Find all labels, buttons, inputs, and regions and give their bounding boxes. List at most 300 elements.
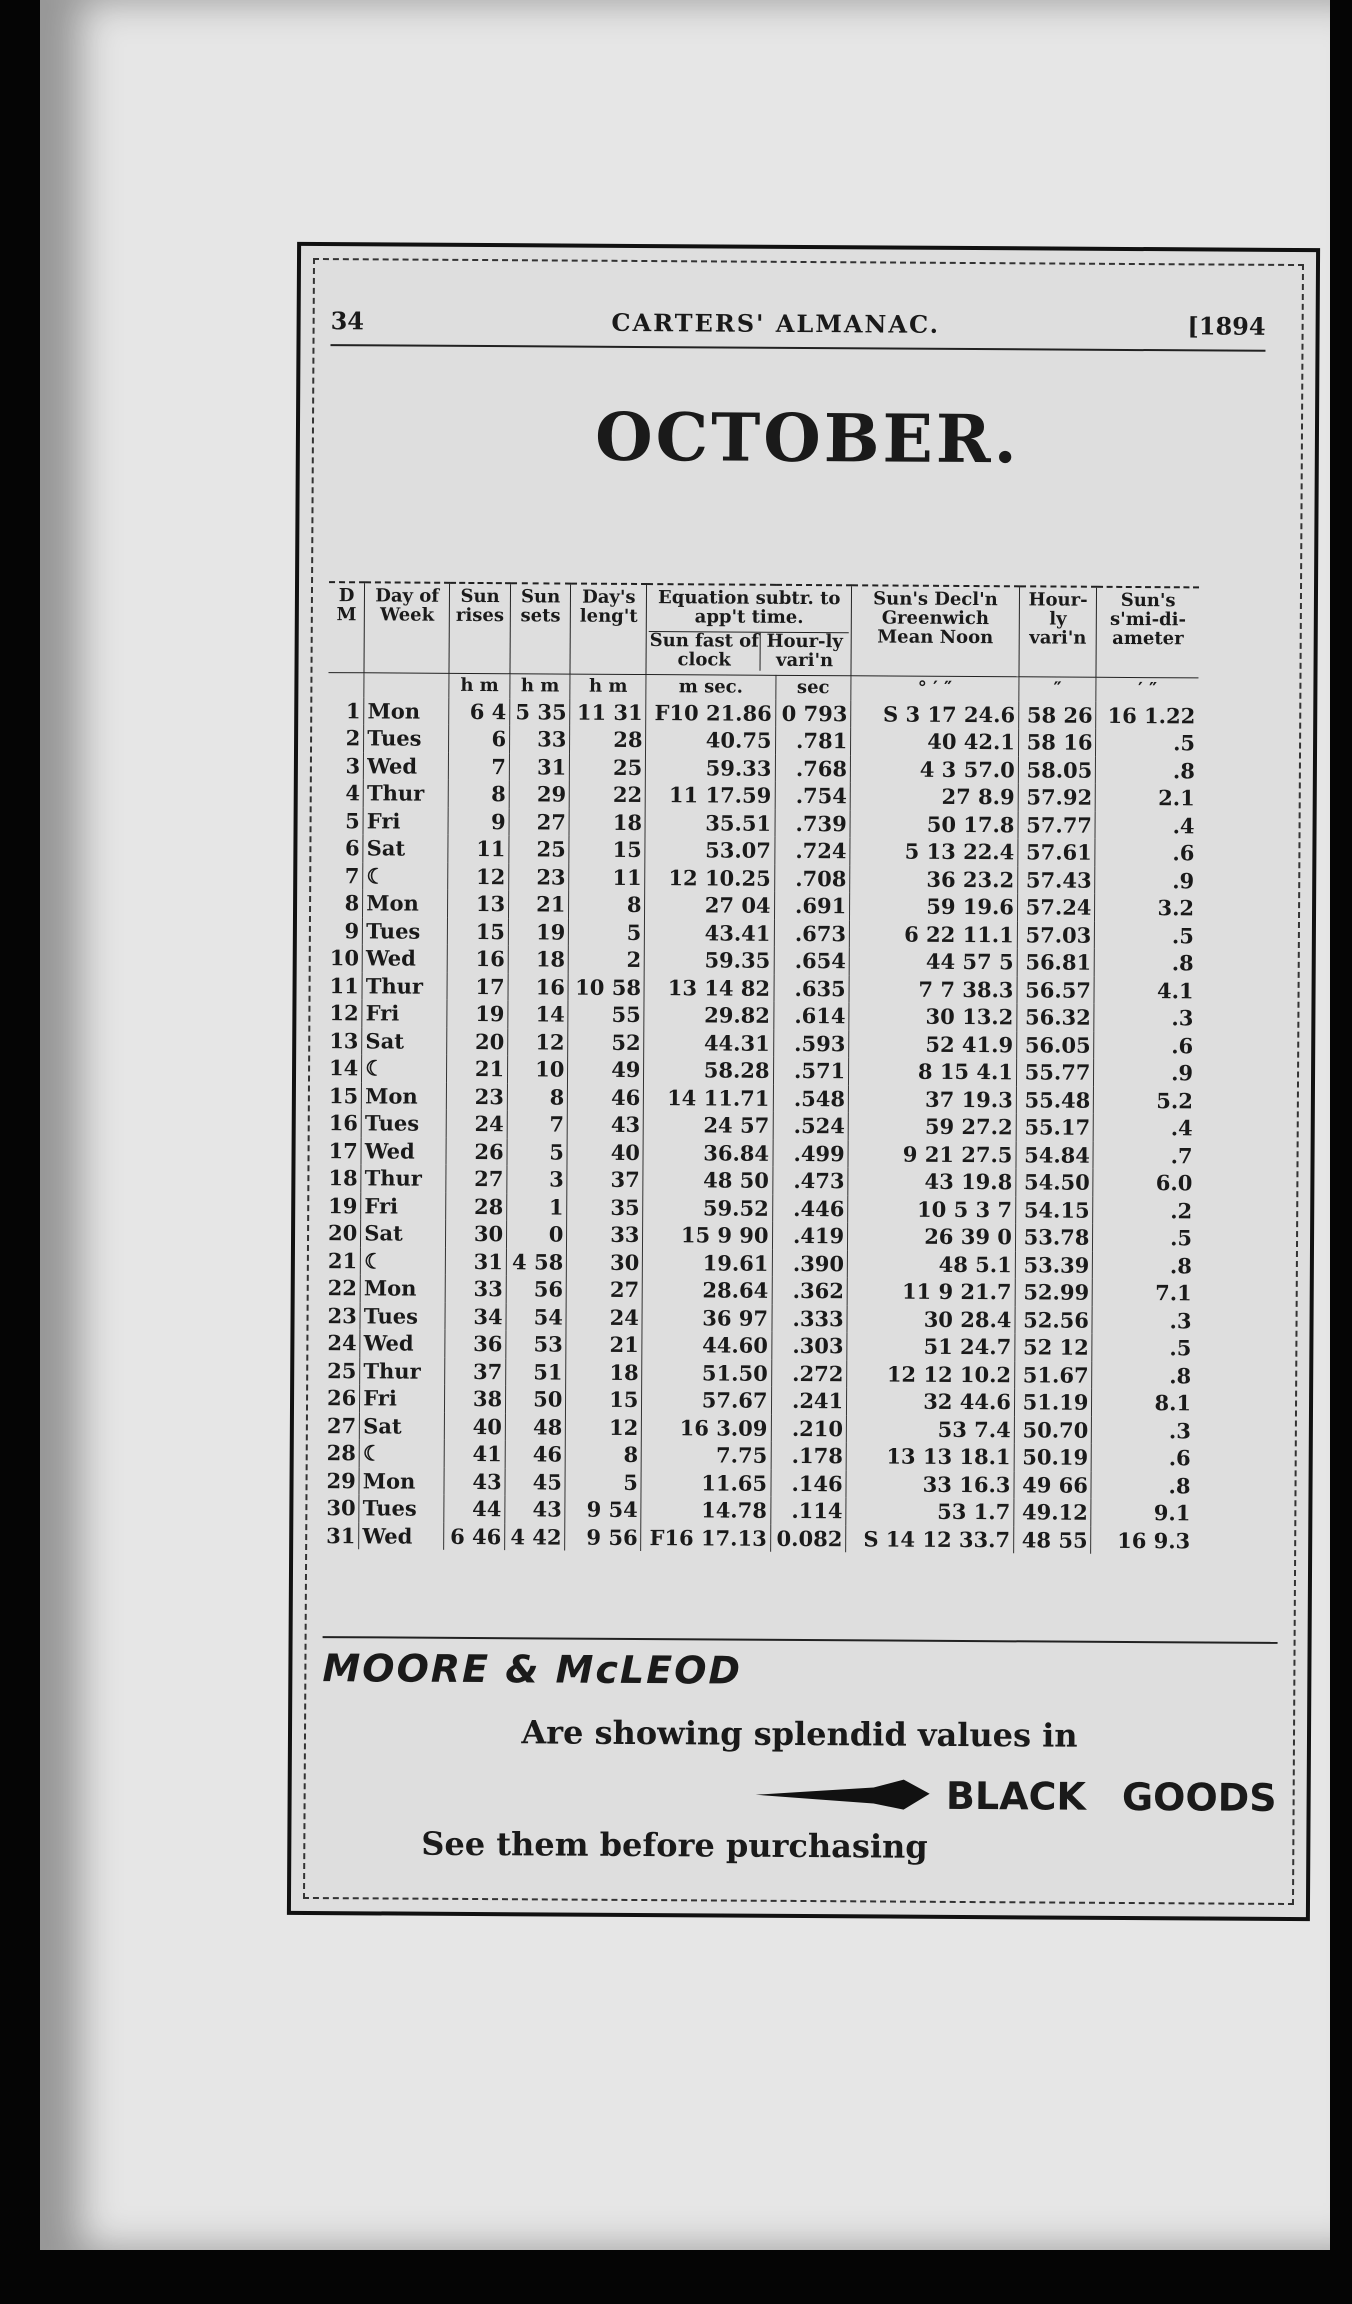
table-cell: .8: [1172, 758, 1195, 784]
table-cell: 30: [323, 1494, 359, 1522]
table-cell: 10 58: [568, 973, 644, 1001]
table-cell: 59 19.6: [850, 892, 1018, 921]
table-cell: 31: [446, 1247, 507, 1275]
table-cell: 48 50: [643, 1166, 772, 1194]
table-cell: .9: [1172, 868, 1195, 894]
table-cell: 6 22 11.1: [849, 920, 1017, 949]
table-cell: .8: [1171, 950, 1194, 976]
table-cell: .635: [774, 974, 850, 1002]
table-cell: 4 42: [505, 1523, 565, 1551]
table-cell: 6: [327, 834, 363, 862]
table-cell: 31: [323, 1522, 359, 1550]
table-cell: 55.77: [1016, 1058, 1094, 1086]
table-cell: 53 7.4: [846, 1415, 1014, 1444]
table-cell: 10: [508, 1055, 568, 1083]
table-cell: 26: [324, 1384, 360, 1412]
table-cell: Fri: [362, 999, 447, 1027]
table-cell: S 3 17 24.6: [851, 700, 1019, 729]
table-cell: 54.50: [1016, 1168, 1094, 1196]
table-cell: 11 9 21.7: [847, 1277, 1015, 1306]
table-cell: .114: [770, 1497, 846, 1525]
table-cell: 58 26: [1019, 701, 1097, 729]
table-cell: Sat: [362, 1027, 447, 1055]
table-cell: 5 13 22.4: [850, 837, 1018, 866]
table-cell: 2.1: [1158, 785, 1195, 811]
table-cell: .8: [1169, 1363, 1192, 1389]
table-cell: .2: [1170, 1198, 1193, 1224]
table-cell: ☾: [363, 862, 448, 890]
table-cell: Tues: [359, 1494, 444, 1522]
table-cell: 5: [328, 807, 364, 835]
table-cell: 15: [569, 836, 645, 864]
table-cell: .708: [774, 864, 850, 892]
table-cell: 18: [569, 808, 645, 836]
table-cell: 8: [507, 1083, 567, 1111]
table-cell: .3: [1169, 1308, 1192, 1334]
table-cell: 40.75: [646, 726, 775, 754]
table-cell: Thur: [362, 972, 447, 1000]
table-cell: 13 14 82: [644, 974, 773, 1002]
table-cell: 2: [569, 946, 645, 974]
ad-line-1: Are showing splendid values in: [521, 1713, 1078, 1755]
table-cell: 14: [508, 1000, 568, 1028]
table-cell: 58 16: [1018, 728, 1096, 756]
almanac-title: CARTERS' ALMANAC.: [611, 307, 941, 339]
table-cell: 56.05: [1017, 1031, 1095, 1059]
unit-cell: [364, 672, 449, 697]
table-cell: .571: [773, 1057, 849, 1085]
table-cell: .272: [771, 1359, 847, 1387]
table-cell: 35: [567, 1193, 643, 1221]
table-cell: 46: [505, 1440, 565, 1468]
table-cell: Mon: [362, 1082, 447, 1110]
table-cell: 8: [327, 889, 363, 917]
table-cell: 46: [568, 1083, 644, 1111]
table-cell: .446: [772, 1194, 848, 1222]
table-cell: 52.56: [1015, 1306, 1093, 1334]
table-cell: Mon: [360, 1274, 445, 1302]
table-cell: 7: [507, 1110, 567, 1138]
table-cell: 49 66: [1014, 1471, 1092, 1499]
table-cell: 33 16.3: [846, 1470, 1014, 1499]
table-cell: 57.61: [1018, 838, 1096, 866]
table-cell: 57.24: [1017, 893, 1095, 921]
table-cell: 27: [567, 1276, 643, 1304]
table-cell: 6 46: [444, 1522, 505, 1550]
table-cell: 58.28: [644, 1056, 773, 1084]
table-cell: Tues: [360, 1302, 445, 1330]
table-cell: 26 39 0: [848, 1222, 1016, 1251]
table-cell: F16 17.13: [641, 1524, 770, 1552]
table-cell: .724: [774, 837, 850, 865]
table-cell: 5.2: [1156, 1087, 1193, 1114]
table-cell: 51.50: [642, 1359, 771, 1387]
table-cell: 19: [447, 1000, 508, 1028]
table-cell: Wed: [360, 1329, 445, 1357]
table-cell: 33: [510, 725, 570, 753]
table-cell: 25: [324, 1357, 360, 1385]
table-cell: Wed: [362, 944, 447, 972]
table-cell: .362: [772, 1277, 848, 1305]
table-cell: 8: [448, 780, 509, 808]
table-cell: 10: [327, 944, 363, 972]
table-cell: Tues: [364, 724, 449, 752]
table-cell: .3: [1168, 1418, 1191, 1444]
table-cell: 4 3 57.0: [850, 755, 1018, 784]
table-cell: 52.99: [1015, 1278, 1093, 1306]
table-cell: 21: [447, 1055, 508, 1083]
table-cell: 1: [328, 697, 364, 725]
unit-cell: ° ′ ″: [851, 675, 1019, 701]
table-cell: 12: [448, 862, 509, 890]
table-cell: 44.31: [644, 1029, 773, 1057]
almanac-table: [323, 581, 1199, 1554]
table-cell: ☾: [359, 1439, 444, 1467]
table-cell: 40: [567, 1138, 643, 1166]
almanac-page: [287, 242, 1320, 1921]
unit-cell: sec: [775, 675, 851, 700]
table-cell: 15 9 90: [643, 1221, 772, 1249]
table-cell: Wed: [361, 1137, 446, 1165]
pointing-hand-icon: [754, 1775, 934, 1816]
table-cell: 6 4: [449, 697, 510, 725]
table-cell: 16: [508, 973, 568, 1001]
table-cell: 20: [325, 1219, 361, 1247]
table-cell: 16 3.09: [642, 1414, 771, 1442]
table-cell: 14: [326, 1054, 362, 1082]
table-cell: .654: [774, 947, 850, 975]
table-cell: 40: [445, 1412, 506, 1440]
table-cell: Sat: [361, 1219, 446, 1247]
table-cell: 12 12 10.2: [847, 1360, 1015, 1389]
table-cell: 0.082: [770, 1524, 846, 1552]
table-cell: 37 19.3: [848, 1085, 1016, 1114]
header-hourly-vari-2: Hour-ly vari'n: [1019, 586, 1097, 677]
ad-firm-name: MOORE & McLEOD: [322, 1636, 1277, 1696]
table-cell: 21: [509, 890, 569, 918]
table-cell: 3: [328, 752, 364, 780]
almanac-table-body: [323, 672, 1198, 1554]
unit-cell: [328, 672, 364, 697]
table-cell: Fri: [360, 1384, 445, 1412]
table-cell: 48: [505, 1413, 565, 1441]
table-cell: Thur: [361, 1164, 446, 1192]
table-cell: 27: [509, 808, 569, 836]
ad-line-2: [322, 1770, 1277, 1820]
table-cell: 7: [327, 862, 363, 890]
unit-cell: ″: [1019, 676, 1097, 701]
table-cell: 50 17.8: [850, 810, 1018, 839]
table-cell: 36.84: [643, 1139, 772, 1167]
table-cell: 6.0: [1155, 1170, 1193, 1196]
table-cell: .8: [1168, 1473, 1191, 1499]
table-cell: Fri: [363, 807, 448, 835]
table-cell: .5: [1173, 730, 1196, 756]
table-cell: 51.67: [1015, 1361, 1093, 1389]
header-declination: Sun's Decl'n Greenwich Mean Noon: [851, 585, 1019, 676]
table-cell: 51: [506, 1358, 566, 1386]
table-cell: .593: [773, 1029, 849, 1057]
table-cell: 8: [569, 891, 645, 919]
table-cell: 30: [567, 1248, 643, 1276]
header-sun-rises: Sun rises: [449, 583, 510, 673]
table-cell: 44: [444, 1495, 505, 1523]
table-cell: 48 5.1: [847, 1250, 1015, 1279]
table-cell: 10 5 3 7: [848, 1195, 1016, 1224]
table-cell: 36 23.2: [850, 865, 1018, 894]
table-cell: 7.1: [1155, 1280, 1192, 1306]
table-cell: 19: [508, 918, 568, 946]
table-cell: 7.75: [642, 1441, 771, 1469]
table-cell: 57.67: [642, 1386, 771, 1414]
table-cell: 26: [446, 1137, 507, 1165]
table-cell: 27: [324, 1412, 360, 1440]
table-cell: 29.82: [644, 1001, 773, 1029]
table-cell: 45: [505, 1468, 565, 1496]
table-cell: 59.33: [646, 754, 775, 782]
table-cell: .210: [771, 1414, 847, 1442]
month-title: OCTOBER.: [594, 397, 1020, 479]
table-cell: Wed: [364, 752, 449, 780]
table-cell: 43.41: [645, 919, 774, 947]
table-cell: 50.70: [1014, 1416, 1092, 1444]
table-cell: 52 12: [1015, 1333, 1093, 1361]
table-cell: 33: [445, 1275, 506, 1303]
table-cell: .614: [773, 1002, 849, 1030]
table-cell: 15: [448, 917, 509, 945]
table-cell: Thur: [363, 779, 448, 807]
table-cell: 23: [509, 863, 569, 891]
table-cell: 9: [448, 807, 509, 835]
table-cell: 35.51: [645, 809, 774, 837]
table-cell: 30: [446, 1220, 507, 1248]
table-cell: 31: [509, 753, 569, 781]
table-cell: 3: [507, 1165, 567, 1193]
table-cell: 13 13 18.1: [846, 1442, 1014, 1471]
table-cell: 44 57 5: [849, 947, 1017, 976]
table-cell: .3: [1171, 1005, 1194, 1031]
table-cell: 57.03: [1017, 921, 1095, 949]
table-cell: 16: [326, 1109, 362, 1137]
table-cell: 2: [328, 724, 364, 752]
table-cell: 29: [509, 780, 569, 808]
table-cell: .781: [775, 727, 851, 755]
table-cell: Wed: [359, 1522, 444, 1550]
header-hourly-vari: Hour-ly vari'n: [766, 630, 843, 671]
table-cell: 8.1: [1154, 1390, 1192, 1416]
ad-line-3: See them before purchasing: [421, 1824, 928, 1866]
table-cell: 37: [567, 1166, 643, 1194]
unit-cell: m sec.: [646, 674, 775, 699]
table-cell: 34: [445, 1302, 506, 1330]
table-cell: 5 35: [510, 698, 570, 726]
table-cell: .6: [1168, 1445, 1191, 1471]
table-cell: 28: [570, 726, 646, 754]
table-cell: Thur: [360, 1357, 445, 1385]
header-days-length: Day's leng't: [570, 584, 647, 675]
table-cell: 59 27.2: [848, 1112, 1016, 1141]
table-cell: 21: [566, 1331, 642, 1359]
table-cell: 9: [327, 917, 363, 945]
table-cell: .5: [1170, 1225, 1193, 1251]
table-cell: 12: [508, 1028, 568, 1056]
table-cell: 53: [506, 1330, 566, 1358]
unit-cell: h m: [570, 674, 646, 699]
table-cell: 57.43: [1018, 866, 1096, 894]
table-cell: 6: [449, 725, 510, 753]
table-cell: 28: [324, 1439, 360, 1467]
year-label: [1894: [1187, 310, 1266, 341]
table-cell: .548: [773, 1084, 849, 1112]
page-number: 34: [330, 305, 365, 335]
table-cell: .673: [774, 919, 850, 947]
table-cell: 30 13.2: [849, 1002, 1017, 1031]
table-cell: 16 1.22: [1107, 702, 1196, 729]
table-cell: .691: [774, 892, 850, 920]
table-cell: 43: [568, 1111, 644, 1139]
table-cell: 54: [506, 1303, 566, 1331]
table-cell: 49.12: [1014, 1498, 1092, 1526]
table-cell: 4 58: [506, 1248, 566, 1276]
table-cell: 53.07: [645, 836, 774, 864]
table-cell: 22: [325, 1274, 361, 1302]
table-cell: 15: [566, 1386, 642, 1414]
table-cell: 20: [447, 1027, 508, 1055]
table-cell: 53 1.7: [846, 1497, 1014, 1526]
table-cell: 23: [447, 1082, 508, 1110]
table-cell: 24: [446, 1110, 507, 1138]
table-cell: 18: [566, 1358, 642, 1386]
table-cell: 53.39: [1015, 1251, 1093, 1279]
table-cell: 14.78: [641, 1496, 770, 1524]
table-cell: Mon: [363, 889, 448, 917]
table-cell: 25: [509, 835, 569, 863]
table-cell: 23: [324, 1302, 360, 1330]
table-cell: Fri: [361, 1192, 446, 1220]
table-cell: 36: [445, 1330, 506, 1358]
ad-goods-label: GOODS: [1121, 1774, 1277, 1820]
table-cell: 56.32: [1017, 1003, 1095, 1031]
table-cell: 43: [444, 1467, 505, 1495]
table-cell: Tues: [361, 1109, 446, 1137]
table-cell: .390: [772, 1249, 848, 1277]
table-cell: Mon: [359, 1467, 444, 1495]
table-cell: 5: [507, 1138, 567, 1166]
table-cell: Sat: [363, 834, 448, 862]
unit-cell: h m: [449, 673, 510, 698]
table-cell: 12: [566, 1413, 642, 1441]
table-cell: 41: [444, 1440, 505, 1468]
table-cell: .739: [775, 809, 851, 837]
table-cell: 12 10.25: [645, 864, 774, 892]
table-cell: 11: [448, 835, 509, 863]
table-cell: ☾: [362, 1054, 447, 1082]
table-cell: 11 17.59: [646, 781, 775, 809]
header-equation: [646, 584, 851, 675]
table-cell: 9 56: [565, 1523, 641, 1551]
table-cell: 43 19.8: [848, 1167, 1016, 1196]
table-cell: .241: [771, 1387, 847, 1415]
table-cell: 18: [508, 945, 568, 973]
table-cell: 9.1: [1153, 1500, 1191, 1526]
table-cell: .473: [772, 1167, 848, 1195]
table-cell: S 14 12 33.7: [846, 1525, 1014, 1554]
table-cell: 0: [507, 1220, 567, 1248]
table-cell: 53.78: [1015, 1223, 1093, 1251]
table-cell: .754: [775, 782, 851, 810]
table-cell: 55.17: [1016, 1113, 1094, 1141]
table-cell: 30 28.4: [847, 1305, 1015, 1334]
table-cell: 1: [507, 1193, 567, 1221]
table-cell: 28: [446, 1192, 507, 1220]
unit-cell: h m: [510, 673, 570, 698]
table-cell: .9: [1171, 1060, 1194, 1086]
table-cell: 17: [325, 1137, 361, 1165]
table-cell: 19: [325, 1192, 361, 1220]
table-cell: 28.64: [643, 1276, 772, 1304]
table-cell: .6: [1171, 1033, 1194, 1059]
table-cell: 52: [568, 1028, 644, 1056]
table-cell: 56: [506, 1275, 566, 1303]
table-cell: 27 04: [645, 891, 774, 919]
table-cell: 11.65: [641, 1469, 770, 1497]
table-cell: 14 11.71: [644, 1084, 773, 1112]
header-sun-fast: Sun fast of clock: [649, 629, 760, 671]
ad-black-label: BLACK: [945, 1773, 1087, 1819]
table-cell: 37: [445, 1357, 506, 1385]
header-semidiameter: Sun's s'mi-di-ameter: [1096, 587, 1199, 678]
table-cell: .524: [773, 1112, 849, 1140]
table-cell: 55.48: [1016, 1086, 1094, 1114]
table-cell: .8: [1169, 1253, 1192, 1279]
table-cell: 48 55: [1013, 1526, 1091, 1554]
table-cell: 36 97: [642, 1304, 771, 1332]
table-cell: 15: [326, 1082, 362, 1110]
table-cell: 0 793: [775, 699, 851, 727]
table-cell: 50.19: [1014, 1443, 1092, 1471]
table-cell: 57.92: [1018, 783, 1096, 811]
table-cell: .4: [1170, 1115, 1193, 1141]
table-cell: .7: [1170, 1143, 1193, 1169]
table-cell: 16: [447, 945, 508, 973]
table-cell: 51 24.7: [847, 1332, 1015, 1361]
table-cell: 54.84: [1016, 1141, 1094, 1169]
table-cell: 56.81: [1017, 948, 1095, 976]
table-cell: 59.52: [643, 1194, 772, 1222]
table-cell: 19.61: [643, 1249, 772, 1277]
table-cell: 9 21 27.5: [848, 1140, 1016, 1169]
table-cell: 49: [568, 1056, 644, 1084]
table-cell: 4.1: [1156, 977, 1194, 1004]
table-cell: 27 8.9: [850, 782, 1018, 811]
table-cell: 33: [567, 1221, 643, 1249]
table-row: [323, 1522, 1193, 1555]
table-cell: .419: [772, 1222, 848, 1250]
table-cell: 44.60: [642, 1331, 771, 1359]
table-cell: 38: [445, 1385, 506, 1413]
table-cell: 5: [565, 1468, 641, 1496]
table-cell: 40 42.1: [851, 727, 1019, 756]
table-cell: 13: [448, 890, 509, 918]
table-cell: 21: [325, 1247, 361, 1275]
table-cell: 11: [326, 972, 362, 1000]
table-cell: Mon: [364, 697, 449, 725]
table-cell: 24: [324, 1329, 360, 1357]
advertisement: [321, 1636, 1277, 1868]
table-cell: 24 57: [644, 1111, 773, 1139]
table-cell: 8: [565, 1441, 641, 1469]
table-cell: 52 41.9: [849, 1030, 1017, 1059]
